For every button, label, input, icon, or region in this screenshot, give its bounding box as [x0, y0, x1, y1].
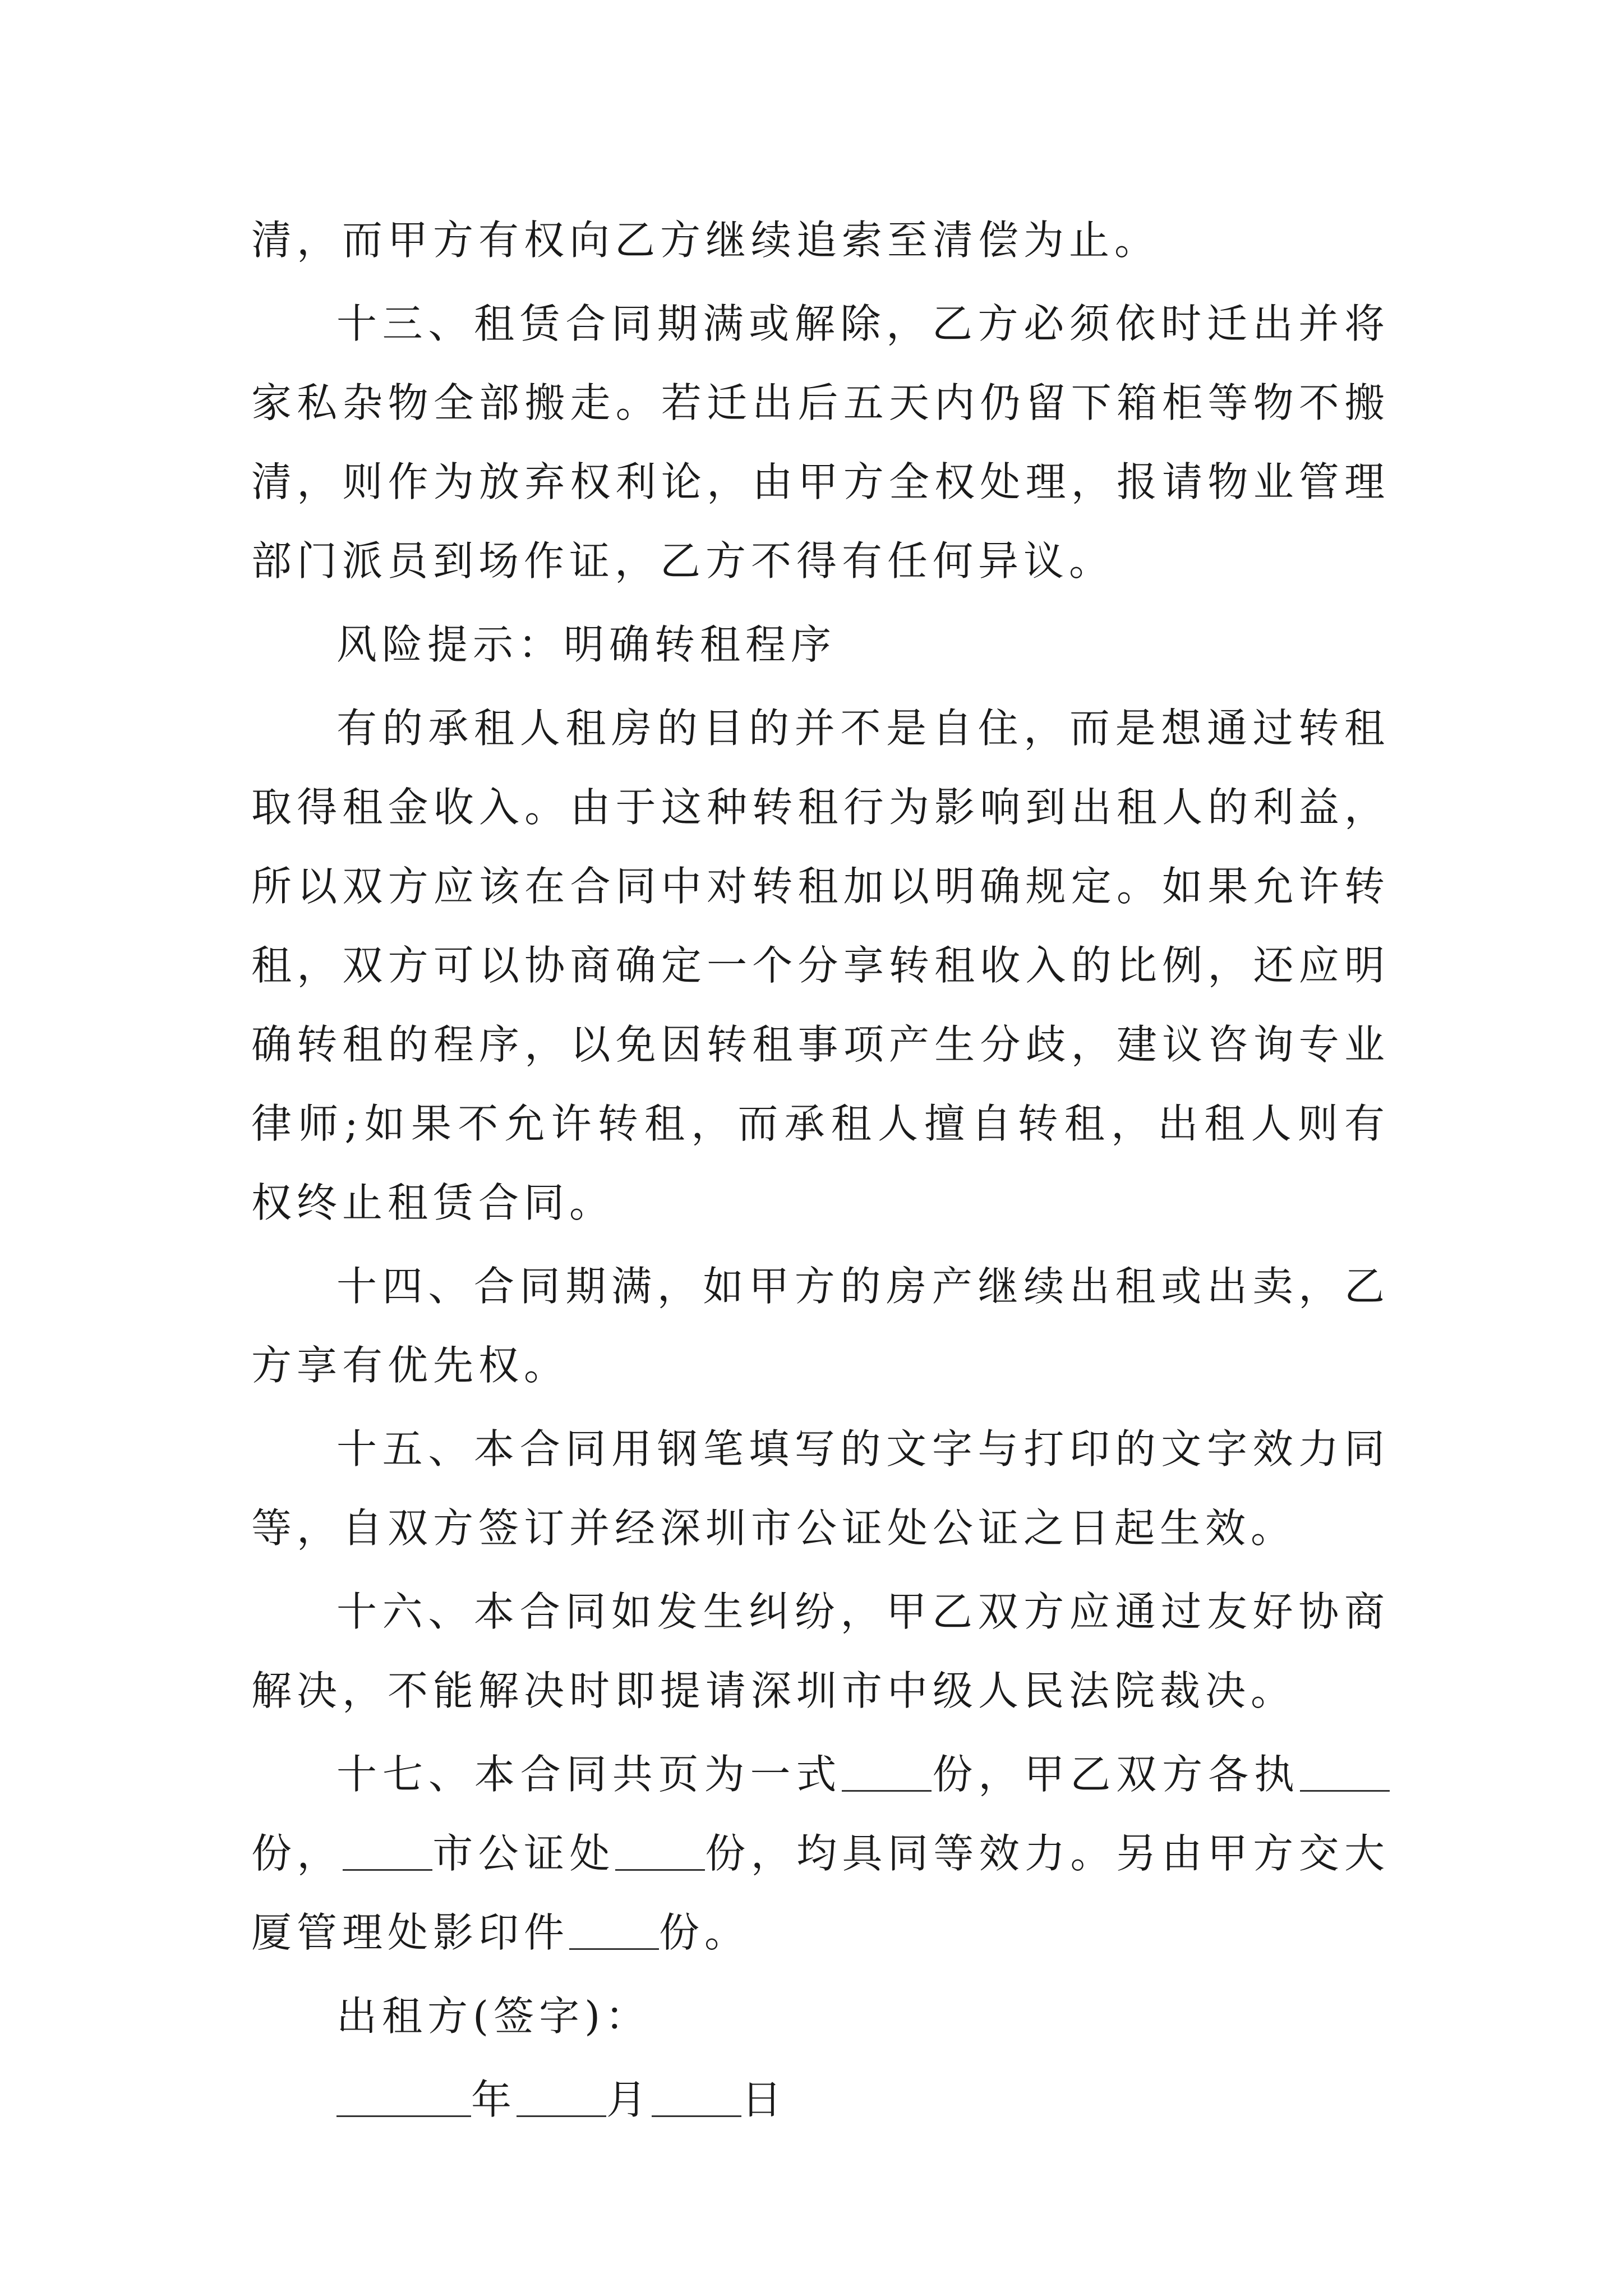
- lessor-signature-label: 出租方(签字)：: [336, 1993, 651, 2040]
- month-blank[interactable]: [517, 2076, 606, 2117]
- clause-16: 十六、本合同如发生纠纷，甲乙双方应通过友好协商解决，不能解决时即提请深圳市中级人民法院裁决。: [251, 1588, 1390, 1714]
- copies-photocopy-blank[interactable]: [569, 1909, 659, 1950]
- clause-17-text-6: 份。: [659, 1909, 750, 1956]
- copies-total-blank[interactable]: [842, 1751, 932, 1792]
- clause-17-text-4: 市公证处: [432, 1830, 615, 1877]
- clause-17: [251, 1735, 1390, 1972]
- day-label: 日: [741, 2076, 787, 2123]
- risk-tip-heading: 风险提示：明确转租程序: [336, 621, 837, 668]
- document-body: [251, 201, 1390, 2139]
- signature-date-line: [251, 2060, 1390, 2139]
- clause-15: 十五、本合同用钢笔填写的文字与打印的文字效力同等，自双方签订并经深圳市公证处公证之日起生效。: [251, 1425, 1390, 1552]
- copies-notary-blank[interactable]: [615, 1830, 705, 1871]
- copies-each-party-blank[interactable]: [1300, 1751, 1390, 1792]
- clause-17-text-5: 份，均具同等效力。另由甲方交大厦管理处影印件: [251, 1830, 1390, 1956]
- paragraph-continuation: 清，而甲方有权向乙方继续追索至清偿为止。: [251, 217, 1160, 264]
- clause-17-text-1: 十七、本合同共页为一式: [336, 1751, 842, 1798]
- month-label: 月: [606, 2076, 652, 2123]
- clause-17-text-3: 份，: [251, 1830, 343, 1877]
- year-label: 年: [471, 2076, 517, 2123]
- clause-13: 十三、租赁合同期满或解除，乙方必须依时迁出并将家私杂物全部搬走。若迁出后五天内仍留下箱柜等物不搬清，则作为放弃权利论，由甲方全权处理，报请物业管理部门派员到场作证，乙方不得有任何异议。: [251, 300, 1390, 585]
- year-blank[interactable]: [336, 2076, 471, 2117]
- clause-17-text-2: 份，甲乙双方各执: [932, 1751, 1300, 1798]
- risk-tip-body: 有的承租人租房的目的并不是自住，而是想通过转租取得租金收入。由于这种转租行为影响到出租人的利益，所以双方应该在合同中对转租加以明确规定。如果允许转租，双方可以协商确定一个分享转租收入的比例，还应明确转租的程序，以免因转租事项产生分歧，建议咨询专业律师;如果不允许转租，而承租人擅自转租，出租人则有权终止租赁合同。: [251, 705, 1390, 1226]
- clause-14: 十四、合同期满，如甲方的房产继续出租或出卖，乙方享有优先权。: [251, 1263, 1390, 1389]
- city-name-blank[interactable]: [343, 1830, 432, 1871]
- day-blank[interactable]: [652, 2076, 741, 2117]
